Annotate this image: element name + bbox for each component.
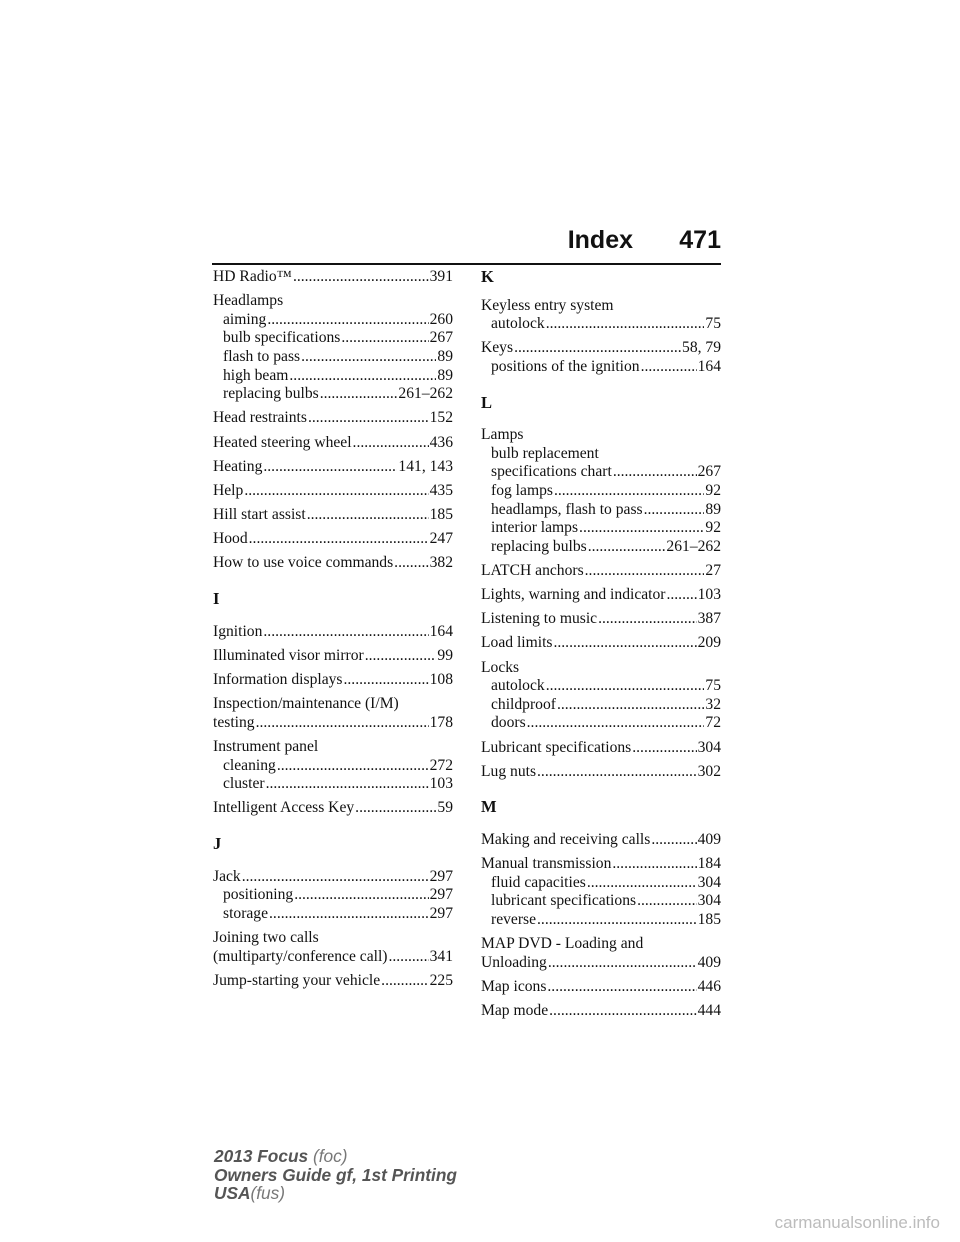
entry-label: autolock xyxy=(491,315,545,333)
footer-region-code: (fus) xyxy=(250,1183,286,1203)
page-reference: 152 xyxy=(429,409,453,427)
dot-leader xyxy=(249,530,429,549)
footer-line-1 xyxy=(214,1147,457,1166)
entry-label: MAP DVD - Loading and xyxy=(481,935,644,953)
page-reference: 260 xyxy=(429,310,453,328)
index-subentry xyxy=(481,519,721,538)
entry-label: doors xyxy=(491,714,526,732)
section-letter: K xyxy=(481,267,494,286)
page-reference: 184 xyxy=(697,855,721,873)
dot-leader xyxy=(353,434,429,453)
index-entry xyxy=(213,623,453,642)
entry-label: Help xyxy=(213,481,244,499)
page-reference: 164 xyxy=(697,357,721,375)
index-column-right xyxy=(481,268,721,1021)
page-reference: 89 xyxy=(437,366,453,384)
dot-leader xyxy=(547,978,696,997)
entry-label: Jump-starting your vehicle xyxy=(213,971,381,989)
entry-label: Making and receiving calls xyxy=(481,831,651,848)
page-reference: 304 xyxy=(697,873,721,891)
index-term xyxy=(481,855,721,874)
entry-label: Heating xyxy=(213,457,263,475)
dot-leader xyxy=(341,329,428,348)
entry-label: Locks xyxy=(481,658,520,676)
index-subentry xyxy=(481,445,721,464)
index-subentry xyxy=(481,463,721,482)
entry-label: bulb replacement xyxy=(491,444,599,462)
page-reference: 387 xyxy=(697,610,721,628)
index-entry xyxy=(481,610,721,629)
index-term xyxy=(213,409,453,428)
dot-leader xyxy=(553,634,696,653)
index-term xyxy=(213,868,453,887)
footer-guide: Owners Guide gf, 1st Printing xyxy=(214,1164,457,1185)
index-term xyxy=(481,586,721,605)
index-term xyxy=(213,647,453,666)
index-subentry xyxy=(481,892,721,911)
page-reference: 27 xyxy=(705,561,721,579)
dot-leader xyxy=(554,482,704,501)
index-entry xyxy=(481,586,721,605)
page-reference: 108 xyxy=(429,671,453,689)
index-term xyxy=(213,929,453,948)
index-term xyxy=(213,554,453,573)
page-reference: 391 xyxy=(429,268,453,285)
entry-label: Inspection/maintenance (I/M) xyxy=(213,695,399,713)
index-subentry xyxy=(481,501,721,520)
entry-label: Instrument panel xyxy=(213,738,319,755)
dot-leader xyxy=(557,696,704,715)
index-subentry xyxy=(213,775,453,794)
entry-label: Information displays xyxy=(213,671,343,689)
entry-label: Keys xyxy=(481,339,514,357)
dot-leader xyxy=(644,501,705,520)
page-reference: 444 xyxy=(697,1002,721,1020)
entry-label: Lubricant specifications xyxy=(481,738,632,756)
index-subentry xyxy=(481,358,721,377)
entry-label: specifications chart xyxy=(491,463,612,481)
entry-label: reverse xyxy=(491,910,537,928)
entry-label: positions of the ignition xyxy=(491,357,640,375)
page-reference: 103 xyxy=(429,775,453,793)
dot-leader xyxy=(242,868,429,887)
page-reference: 341 xyxy=(429,947,453,965)
entry-label: Head restraints xyxy=(213,409,307,427)
index-entry xyxy=(213,458,453,477)
index-entry xyxy=(213,868,453,924)
page-reference: 185 xyxy=(697,910,721,928)
index-entry xyxy=(213,268,453,287)
index-entry xyxy=(481,831,721,850)
dot-leader xyxy=(527,714,705,733)
page-reference: 99 xyxy=(437,646,453,664)
entry-label: replacing bulbs xyxy=(223,385,319,403)
entry-label: Hill start assist xyxy=(213,506,306,524)
section-letter: I xyxy=(213,589,220,609)
footer-line-3 xyxy=(214,1184,457,1203)
index-term xyxy=(213,482,453,501)
dot-leader xyxy=(537,911,697,930)
index-term xyxy=(213,458,453,477)
entry-label: lubricant specifications xyxy=(491,892,637,910)
footer-line-2 xyxy=(214,1166,457,1185)
index-entry xyxy=(213,506,453,525)
entry-label: fog lamps xyxy=(491,481,553,499)
entry-label: Lights, warning and indicator xyxy=(481,586,666,604)
entry-label: Ignition xyxy=(213,622,263,640)
page-reference: 75 xyxy=(705,315,721,333)
page-title: Index xyxy=(567,226,633,254)
page-reference: 59 xyxy=(437,799,453,817)
page-reference: 446 xyxy=(697,977,721,995)
dot-leader xyxy=(598,610,697,629)
dot-leader xyxy=(266,775,429,794)
index-entry xyxy=(213,554,453,573)
dot-leader xyxy=(365,647,437,666)
entry-label: Jack xyxy=(213,867,241,885)
index-entry xyxy=(481,855,721,929)
dot-leader xyxy=(613,463,697,482)
dot-leader xyxy=(641,358,697,377)
dot-leader xyxy=(548,954,697,973)
page-reference: 103 xyxy=(697,586,721,604)
index-subentry xyxy=(213,348,453,367)
dot-leader xyxy=(355,799,436,818)
index-term xyxy=(481,831,721,850)
entry-label: How to use voice commands xyxy=(213,554,394,572)
dot-leader xyxy=(514,339,681,358)
index-entry xyxy=(481,659,721,733)
index-column-left xyxy=(213,268,453,990)
entry-label: testing xyxy=(213,713,255,731)
index-subentry xyxy=(481,696,721,715)
index-subentry xyxy=(213,886,453,905)
index-entry xyxy=(481,1002,721,1021)
dot-leader xyxy=(666,586,696,605)
entry-label: Map icons xyxy=(481,977,547,995)
entry-label: autolock xyxy=(491,677,545,695)
index-entry xyxy=(481,297,721,334)
index-entry xyxy=(481,978,721,997)
entry-label: Load limits xyxy=(481,634,553,652)
page-reference: 58, 79 xyxy=(682,339,721,357)
index-entry xyxy=(213,482,453,501)
entry-label: Unloading xyxy=(481,953,547,971)
entry-label: LATCH anchors xyxy=(481,561,584,579)
entry-label: (multiparty/conference call) xyxy=(213,947,388,965)
page-reference: 141, 143 xyxy=(398,457,453,475)
page-header xyxy=(212,226,721,260)
footer-model-code: (foc) xyxy=(312,1146,348,1166)
page-reference: 247 xyxy=(429,530,453,548)
page-reference: 297 xyxy=(429,867,453,885)
dot-leader xyxy=(632,739,696,758)
page-reference: 209 xyxy=(697,634,721,652)
index-subentry xyxy=(213,367,453,386)
entry-label: cleaning xyxy=(223,756,276,774)
entry-label: Headlamps xyxy=(213,292,284,310)
dot-leader xyxy=(244,482,428,501)
page-reference: 32 xyxy=(705,695,721,713)
index-term xyxy=(481,339,721,358)
index-subentry xyxy=(481,677,721,696)
page-reference: 92 xyxy=(705,481,721,499)
page-reference: 436 xyxy=(429,433,453,451)
index-term xyxy=(213,268,453,287)
page-reference: 267 xyxy=(429,329,453,347)
dot-leader xyxy=(277,757,429,776)
index-entry xyxy=(213,530,453,549)
page-reference: 382 xyxy=(429,554,453,572)
page-reference: 261–262 xyxy=(398,385,453,403)
index-subentry xyxy=(481,538,721,557)
page-reference: 225 xyxy=(429,971,453,989)
page-reference: 409 xyxy=(697,953,721,971)
page-reference: 304 xyxy=(697,738,721,756)
index-term xyxy=(481,739,721,758)
index-entry xyxy=(213,409,453,428)
index-term xyxy=(213,738,453,757)
entry-label: high beam xyxy=(223,366,289,384)
index-term xyxy=(481,610,721,629)
footer-model: 2013 Focus xyxy=(214,1146,309,1166)
watermark: carmanualsonline.info xyxy=(774,1213,940,1232)
dot-leader xyxy=(301,348,436,367)
index-term xyxy=(481,426,721,445)
header-rule xyxy=(212,263,721,265)
page-reference: 185 xyxy=(429,506,453,524)
index-term xyxy=(481,935,721,954)
entry-label: Manual transmission xyxy=(481,855,612,873)
index-subentry xyxy=(213,329,453,348)
entry-label: Map mode xyxy=(481,1002,549,1020)
page-reference: 304 xyxy=(697,892,721,910)
entry-label: Illuminated visor mirror xyxy=(213,646,364,664)
index-subentry xyxy=(481,315,721,334)
index-subentry xyxy=(481,482,721,501)
entry-label: Lug nuts xyxy=(481,762,537,780)
section-letter: J xyxy=(213,833,222,853)
dot-leader xyxy=(294,886,428,905)
entry-label: Keyless entry system xyxy=(481,296,614,314)
page-reference: 164 xyxy=(429,622,453,640)
dot-leader xyxy=(293,268,429,287)
dot-leader xyxy=(585,562,705,581)
dot-leader xyxy=(637,892,697,911)
dot-leader xyxy=(579,519,704,538)
dot-leader xyxy=(549,1002,696,1021)
page-reference: 89 xyxy=(437,347,453,365)
document-footer xyxy=(214,1147,457,1203)
entry-label: Intelligent Access Key xyxy=(213,799,355,817)
dot-leader xyxy=(263,623,428,642)
dot-leader xyxy=(263,458,397,477)
dot-leader xyxy=(388,948,428,967)
index-term xyxy=(481,634,721,653)
index-entry xyxy=(481,634,721,653)
index-term xyxy=(481,978,721,997)
index-term xyxy=(213,948,453,967)
index-subentry xyxy=(213,311,453,330)
index-entry xyxy=(481,935,721,972)
page-reference: 261–262 xyxy=(666,537,721,555)
index-subentry xyxy=(481,874,721,893)
index-entry xyxy=(481,339,721,376)
index-term xyxy=(213,506,453,525)
index-subentry xyxy=(213,905,453,924)
entry-label: bulb specifications xyxy=(223,329,341,347)
entry-label: replacing bulbs xyxy=(491,537,587,555)
index-entry xyxy=(213,799,453,818)
dot-leader xyxy=(537,763,697,782)
dot-leader xyxy=(381,972,428,991)
entry-label: childproof xyxy=(491,695,556,713)
dot-leader xyxy=(651,831,696,850)
page-reference: 297 xyxy=(429,904,453,922)
index-term xyxy=(213,972,453,991)
entry-label: aiming xyxy=(223,310,267,328)
index-entry xyxy=(213,695,453,732)
index-term xyxy=(213,714,453,733)
index-term xyxy=(481,763,721,782)
section-letter: M xyxy=(481,797,497,817)
entry-label: flash to pass xyxy=(223,347,301,365)
dot-leader xyxy=(546,677,705,696)
entry-label: Lamps xyxy=(481,426,524,444)
dot-leader xyxy=(588,538,666,557)
index-term xyxy=(481,297,721,316)
index-term xyxy=(481,954,721,973)
page-reference: 302 xyxy=(697,762,721,780)
dot-leader xyxy=(269,905,429,924)
entry-label: HD Radio™ xyxy=(213,268,292,285)
section-letter: L xyxy=(481,392,493,412)
index-term xyxy=(213,292,453,311)
index-entry xyxy=(481,739,721,758)
index-subentry xyxy=(213,757,453,776)
entry-label: fluid capacities xyxy=(491,873,586,891)
page-reference: 72 xyxy=(705,714,721,732)
page-reference: 89 xyxy=(705,500,721,518)
entry-label: cluster xyxy=(223,775,265,793)
index-subentry xyxy=(213,385,453,404)
index-term xyxy=(481,1002,721,1021)
page-number: 471 xyxy=(679,226,721,254)
index-entry xyxy=(213,671,453,690)
page-reference: 75 xyxy=(705,677,721,695)
page-reference: 297 xyxy=(429,886,453,904)
index-term xyxy=(481,659,721,678)
page-reference: 409 xyxy=(697,831,721,848)
dot-leader xyxy=(289,367,436,386)
index-subentry xyxy=(481,714,721,733)
entry-label: Listening to music xyxy=(481,610,598,628)
index-entry xyxy=(213,738,453,794)
index-term xyxy=(213,671,453,690)
dot-leader xyxy=(587,874,697,893)
dot-leader xyxy=(612,855,696,874)
index-entry xyxy=(213,434,453,453)
index-term xyxy=(213,623,453,642)
page-reference: 272 xyxy=(429,756,453,774)
index-term xyxy=(213,695,453,714)
index-entry xyxy=(213,647,453,666)
entry-label: Heated steering wheel xyxy=(213,433,352,451)
page-reference: 435 xyxy=(429,481,453,499)
entry-label: storage xyxy=(223,904,269,922)
dot-leader xyxy=(344,671,429,690)
page-reference: 92 xyxy=(705,519,721,537)
index-entry xyxy=(213,972,453,991)
page-reference: 267 xyxy=(697,463,721,481)
index-subentry xyxy=(481,911,721,930)
index-entry xyxy=(481,426,721,556)
entry-label: positioning xyxy=(223,886,294,904)
dot-leader xyxy=(307,506,429,525)
index-term xyxy=(481,562,721,581)
index-term xyxy=(213,530,453,549)
entry-label: headlamps, flash to pass xyxy=(491,500,643,518)
dot-leader xyxy=(394,554,428,573)
index-entry xyxy=(213,292,453,404)
page-reference: 178 xyxy=(429,713,453,731)
index-entry xyxy=(481,763,721,782)
entry-label: Hood xyxy=(213,530,248,548)
index-term xyxy=(213,434,453,453)
dot-leader xyxy=(256,714,429,733)
index-entry xyxy=(213,929,453,966)
dot-leader xyxy=(320,385,398,404)
footer-region: USA xyxy=(214,1183,251,1203)
entry-label: Joining two calls xyxy=(213,928,319,946)
dot-leader xyxy=(546,315,705,334)
dot-leader xyxy=(267,311,428,330)
index-entry xyxy=(481,562,721,581)
entry-label: interior lamps xyxy=(491,519,579,537)
index-term xyxy=(213,799,453,818)
dot-leader xyxy=(308,409,429,428)
